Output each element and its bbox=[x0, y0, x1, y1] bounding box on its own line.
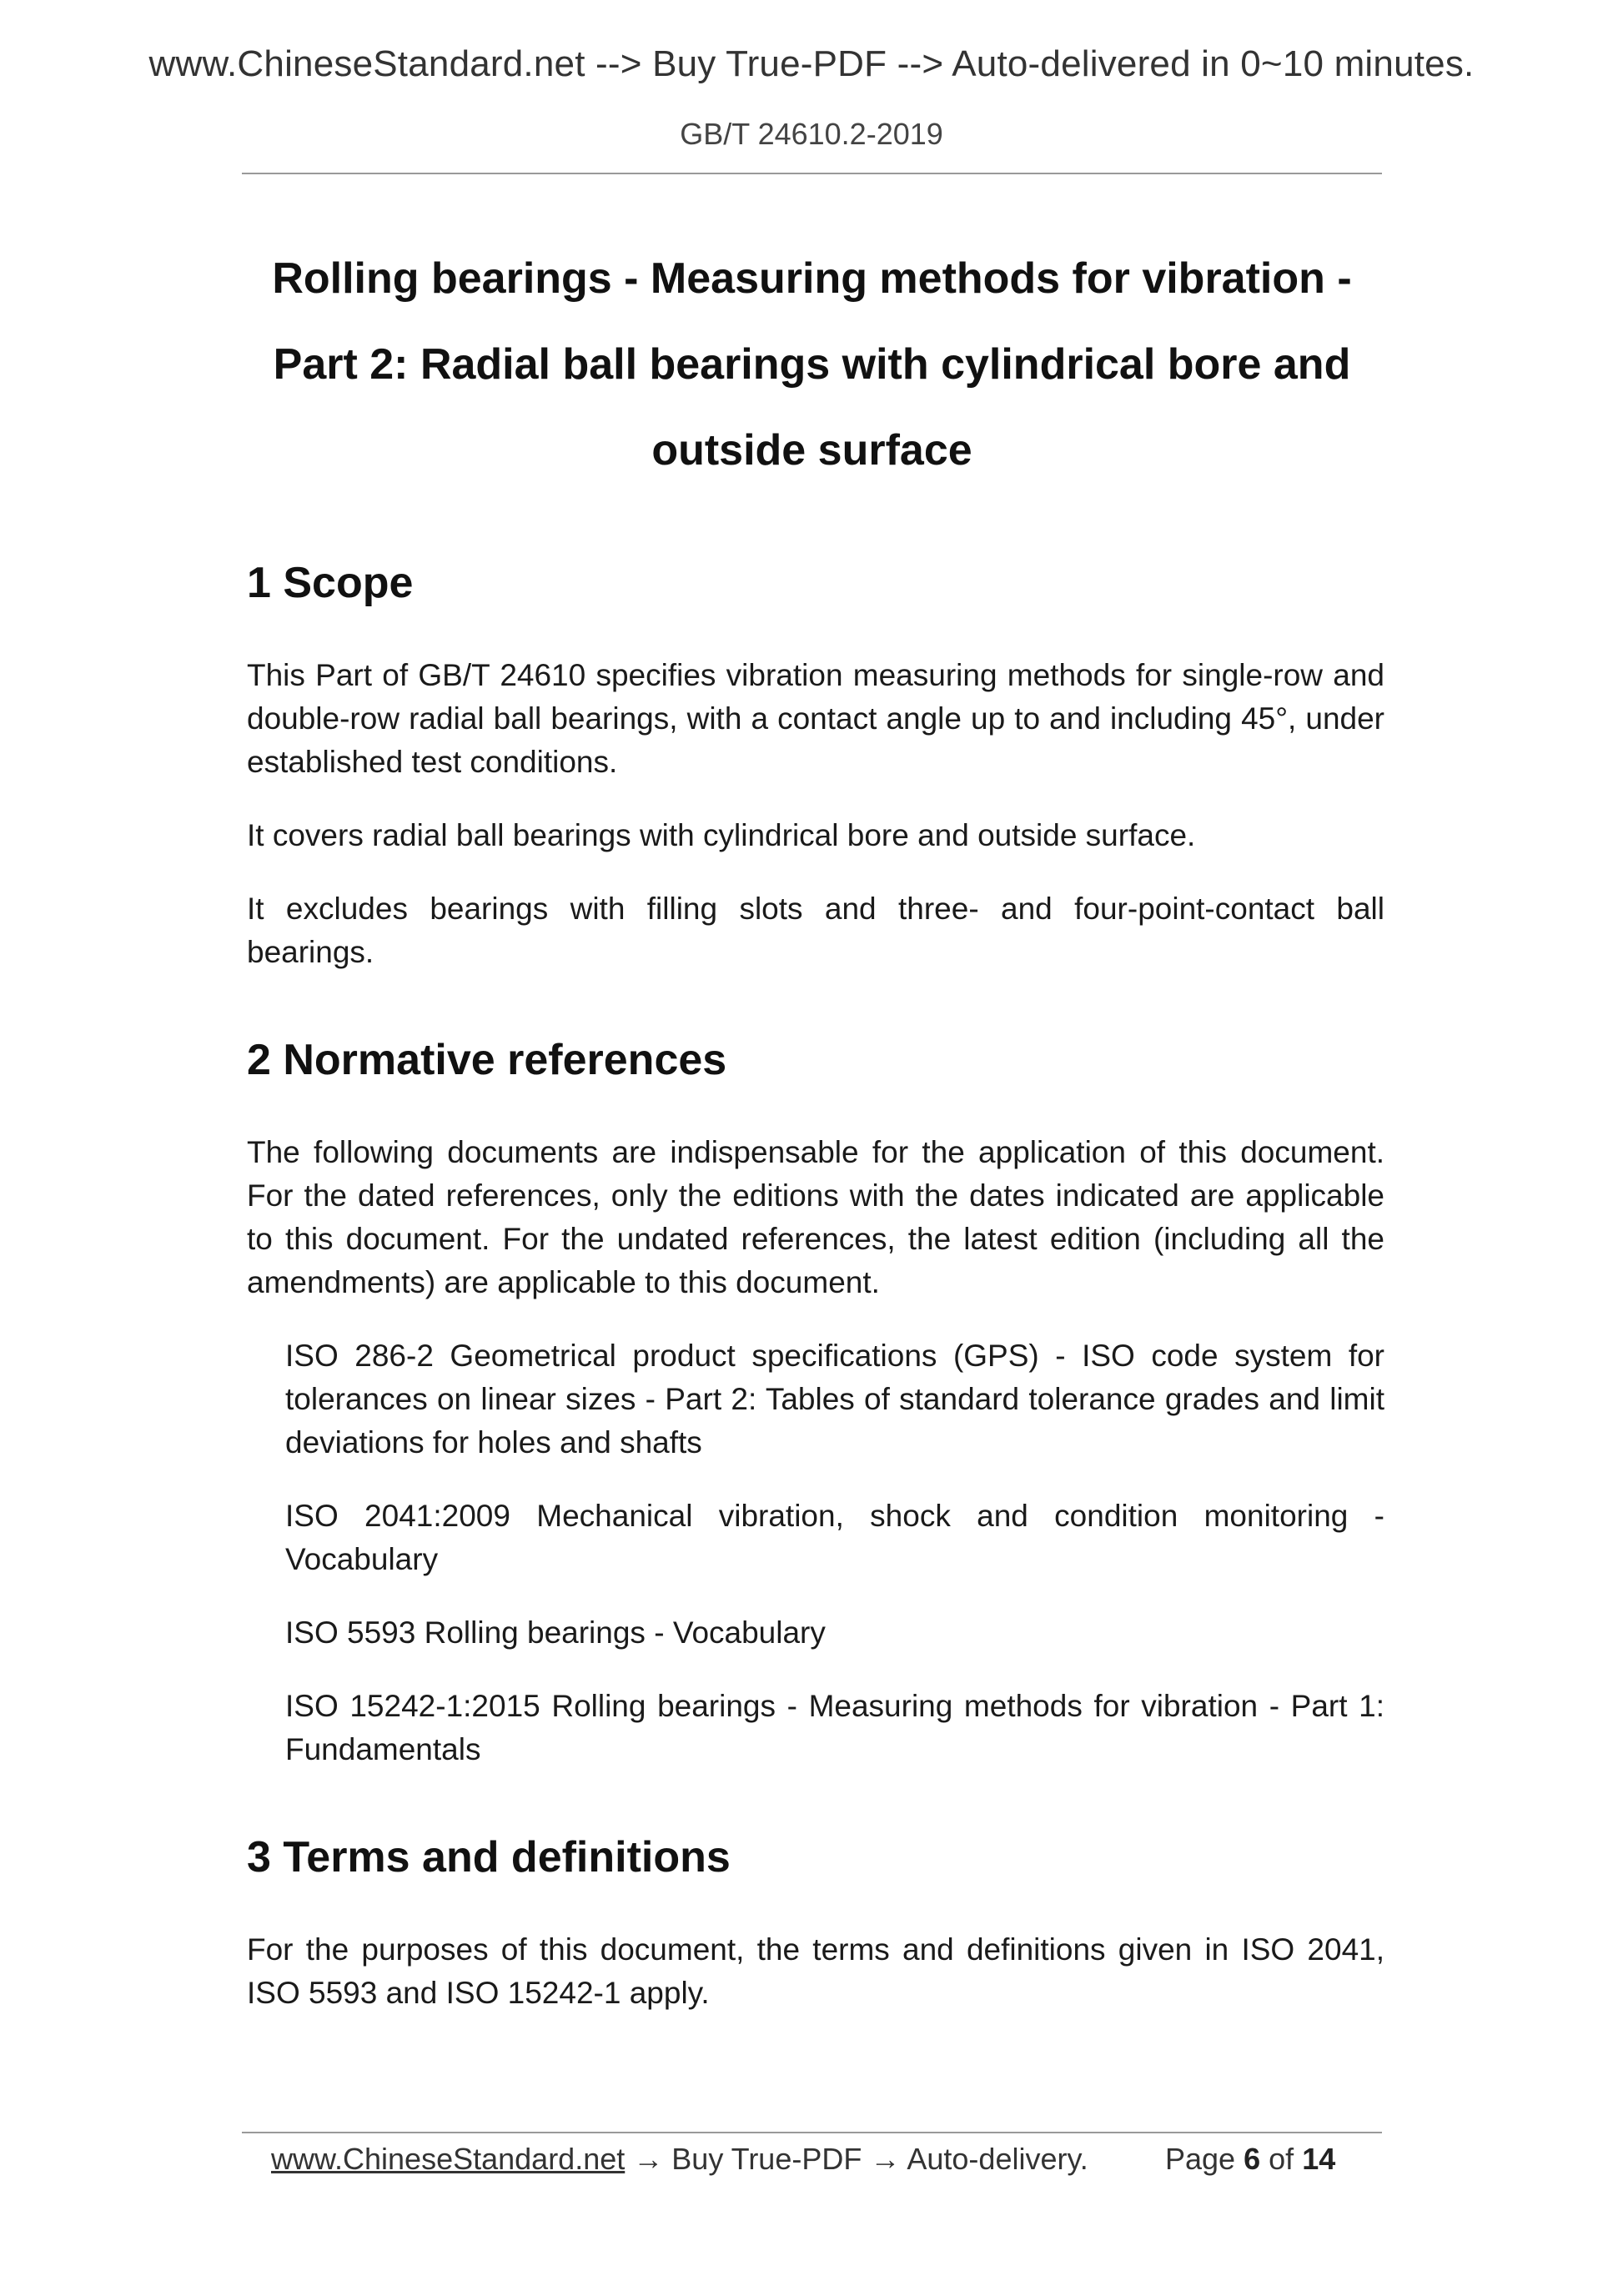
title-line-1: Rolling bearings - Measuring methods for vibration - bbox=[272, 254, 1352, 303]
scope-paragraph-1: This Part of GB/T 24610 specifies vibration measuring methods for single-row and double-row radial ball bearings, with a contact angle up to and including 45°, under established test conditions. bbox=[247, 658, 1384, 779]
page-of-label: of bbox=[1269, 2142, 1294, 2176]
document-title bbox=[242, 236, 1382, 494]
section-heading-normative: 2 Normative references bbox=[247, 1036, 727, 1084]
reference-item: ISO 15242-1:2015 Rolling bearings - Measuring methods for vibration - Part 1: Fundamentals bbox=[285, 1689, 1384, 1766]
arrow-right-icon: → bbox=[870, 2142, 901, 2176]
page-label: Page bbox=[1165, 2142, 1236, 2176]
section-heading-scope: 1 Scope bbox=[247, 559, 414, 607]
footer-site-link[interactable]: www.ChineseStandard.net bbox=[271, 2142, 626, 2176]
arrow-right-icon: → bbox=[633, 2142, 664, 2176]
header-divider bbox=[242, 173, 1382, 174]
section-terms-definitions bbox=[247, 1831, 1384, 2015]
reference-item: ISO 2041:2009 Mechanical vibration, shock and condition monitoring - Vocabulary bbox=[285, 1499, 1384, 1576]
footer-buy-text: Buy True-PDF bbox=[671, 2142, 862, 2176]
title-line-3: outside surface bbox=[651, 426, 972, 475]
footer-divider bbox=[242, 2132, 1382, 2133]
reference-item: ISO 286-2 Geometrical product specifications (GPS) - ISO code system for tolerances on linear sizes - Part 2: Tables of standard tolerance grades and limit deviations for holes and shafts bbox=[285, 1339, 1384, 1459]
reference-item: ISO 5593 Rolling bearings - Vocabulary bbox=[285, 1615, 826, 1650]
title-line-2: Part 2: Radial ball bearings with cylindrical bore and bbox=[273, 340, 1351, 389]
page-current: 6 bbox=[1244, 2142, 1261, 2176]
section-normative-references bbox=[247, 1034, 1384, 1771]
footer-delivery-text: Auto-delivery. bbox=[907, 2142, 1088, 2176]
document-body bbox=[247, 557, 1384, 2045]
section-heading-terms: 3 Terms and definitions bbox=[247, 1833, 731, 1882]
scope-paragraph-3: It excludes bearings with filling slots and three- and four-point-contact ball bearings. bbox=[247, 892, 1384, 969]
standard-code: GB/T 24610.2-2019 bbox=[680, 117, 943, 151]
header-banner: www.ChineseStandard.net --> Buy True-PDF --> Auto-delivered in 0~10 minutes. bbox=[148, 43, 1475, 84]
section-scope bbox=[247, 557, 1384, 974]
page-total: 14 bbox=[1302, 2142, 1336, 2176]
page-indicator bbox=[1165, 2138, 1335, 2181]
page-footer bbox=[271, 2138, 1355, 2181]
terms-paragraph: For the purposes of this document, the terms and definitions given in ISO 2041, ISO 5593 and ISO 15242-1 apply. bbox=[247, 1932, 1384, 2010]
scope-paragraph-2: It covers radial ball bearings with cylindrical bore and outside surface. bbox=[247, 818, 1196, 852]
normative-intro: The following documents are indispensable for the application of this document. For the dated references, only the editions with the dates indicated are applicable to this document. For the undated references, the latest edition (including all the amendments) are applicable to this document. bbox=[247, 1135, 1384, 1299]
